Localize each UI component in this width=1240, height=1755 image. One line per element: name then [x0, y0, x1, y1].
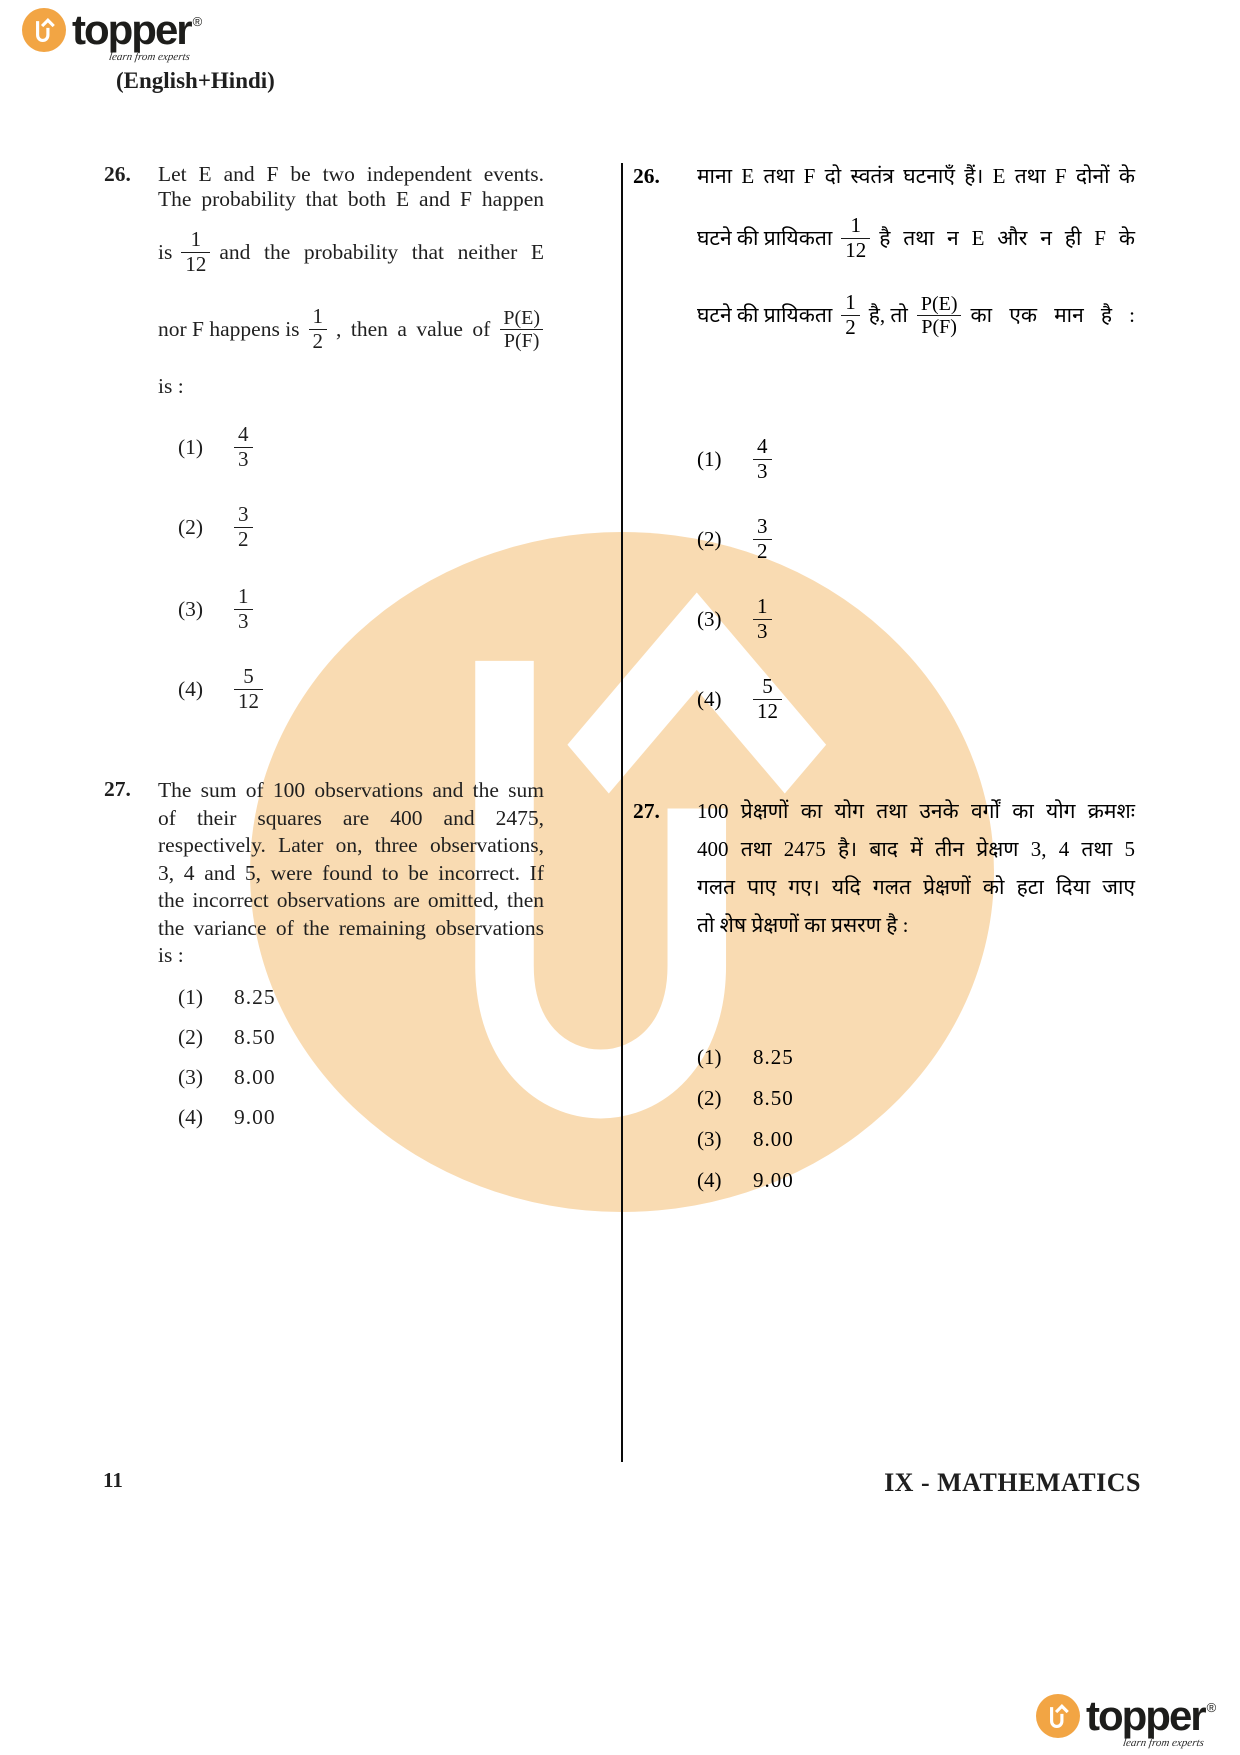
question-27-english	[104, 777, 544, 1131]
option-value: 8.00	[234, 1064, 276, 1089]
fraction: $\frac{1}{12}$	[841, 214, 870, 262]
option-value: 8.00	[753, 1127, 794, 1151]
option-label: (1)	[697, 1045, 722, 1069]
option-fraction: $\frac{4}{3}$	[753, 435, 772, 483]
option-fraction: $\frac{4}{3}$	[234, 423, 253, 471]
option-fraction: $\frac{5}{12}$	[753, 675, 782, 723]
option-label: (4)	[697, 686, 722, 711]
option-row	[158, 501, 544, 553]
option-row	[158, 421, 544, 473]
option-row	[158, 984, 544, 1011]
option-row	[158, 663, 544, 715]
option-label: (3)	[697, 1127, 722, 1151]
fraction: $\frac{P(E)}{P(F)}$	[917, 293, 962, 338]
utopper-logo-icon	[1036, 1694, 1080, 1738]
question-26-hindi	[633, 157, 1138, 725]
brand-tagline: learn from experts	[108, 51, 192, 63]
option-label: (2)	[697, 1086, 722, 1110]
option-label: (1)	[697, 446, 722, 471]
option-fraction: $\frac{3}{2}$	[753, 515, 772, 563]
option-label: (2)	[697, 526, 722, 551]
question-line: is :	[158, 943, 184, 967]
page-number: 11	[103, 1468, 123, 1492]
option-fraction: $\frac{3}{2}$	[234, 503, 253, 551]
utopper-logo-icon	[22, 8, 66, 52]
option-fraction: $\frac{1}{3}$	[753, 595, 772, 643]
utopper-logo	[22, 6, 203, 63]
option-row	[697, 1165, 1135, 1195]
question-line: 400 तथा 2475 है। बाद में तीन प्रेक्षण 3, 4 तथा 5	[697, 837, 1135, 861]
question-line: गलत पाए गए। यदि गलत प्रेक्षणों को हटा दिया जाए	[697, 875, 1135, 899]
question-number: 27.	[104, 777, 131, 801]
question-line: The sum of 100 observations and the sum	[158, 778, 544, 802]
brand-name: topper	[1086, 1692, 1205, 1739]
option-fraction: $\frac{5}{12}$	[234, 665, 263, 713]
section-label: IX - MATHEMATICS	[884, 1468, 1141, 1497]
option-row	[697, 513, 1135, 565]
option-row	[697, 433, 1135, 485]
option-row	[158, 583, 544, 635]
brand-tagline: learn from experts	[1122, 1737, 1206, 1749]
question-line: 3, 4 and 5, were found to be incorrect. If	[158, 860, 544, 885]
option-label: (1)	[178, 434, 204, 459]
question-number: 27.	[633, 799, 660, 823]
option-row	[697, 1042, 1135, 1072]
option-label: (3)	[697, 606, 722, 631]
option-value: 9.00	[234, 1104, 276, 1129]
option-fraction: $\frac{1}{3}$	[234, 585, 253, 633]
question-line: the variance of the remaining observations	[158, 915, 544, 940]
question-line: respectively. Later on, three observations,	[158, 833, 544, 857]
fraction: $\frac{1}{12}$	[181, 228, 210, 276]
utopper-logo-footer	[1036, 1692, 1217, 1749]
option-row	[158, 1064, 544, 1091]
option-label: (2)	[178, 1024, 204, 1049]
question-line: माना E तथा F दो स्वतंत्र घटनाएँ हैं। E तथा F दोनों के	[697, 164, 1135, 188]
question-number: 26.	[633, 164, 660, 188]
fraction: $\frac{1}{2}$	[841, 291, 860, 339]
option-label: (4)	[178, 676, 204, 701]
question-line: The probability that both E and F happen	[158, 187, 544, 211]
registered-mark: ®	[192, 14, 203, 29]
question-line: Let E and F be two independent events.	[158, 162, 544, 186]
language-label: (English+Hindi)	[116, 68, 275, 93]
question-line: घटने की प्रायिकता $\frac{1}{2}$ है, तो $\frac{P(E)}{P(F)}$ का एक मान है :	[697, 289, 1135, 339]
question-26-english	[104, 162, 544, 715]
column-divider	[621, 163, 623, 1462]
option-value: 8.50	[234, 1024, 276, 1049]
option-value: 8.50	[753, 1086, 794, 1110]
question-line: the incorrect observations are omitted, then	[158, 888, 544, 912]
registered-mark: ®	[1206, 1700, 1217, 1715]
option-row	[697, 1124, 1135, 1154]
option-row	[697, 673, 1135, 725]
option-value: 8.25	[234, 984, 276, 1009]
option-row	[158, 1024, 544, 1051]
option-row	[158, 1104, 544, 1131]
question-line: nor F happens is $\frac{1}{2}$ , then a value of $\frac{P(E)}{P(F)}$	[158, 300, 544, 358]
option-label: (2)	[178, 514, 204, 539]
question-line: is :	[158, 374, 184, 398]
question-line: 100 प्रेक्षणों का योग तथा उनके वर्गों का योग क्रमशः	[697, 799, 1135, 823]
question-line: तो शेष प्रेक्षणों का प्रसरण है :	[697, 913, 909, 937]
question-number: 26.	[104, 162, 131, 186]
fraction: $\frac{1}{2}$	[309, 305, 328, 353]
brand-name: topper	[72, 6, 191, 53]
fraction: $\frac{P(E)}{P(F)}$	[499, 307, 544, 352]
option-value: 9.00	[753, 1168, 794, 1192]
option-label: (3)	[178, 1064, 204, 1089]
question-line: of their squares are 400 and 2475,	[158, 805, 544, 830]
option-label: (4)	[697, 1168, 722, 1192]
option-label: (3)	[178, 596, 204, 621]
option-row	[697, 1083, 1135, 1113]
option-label: (4)	[178, 1104, 204, 1129]
option-value: 8.25	[753, 1045, 794, 1069]
question-line: घटने की प्रायिकता $\frac{1}{12}$ है तथा न E और न ही F के	[697, 212, 1135, 262]
option-row	[697, 593, 1135, 645]
question-line: is $\frac{1}{12}$ and the probability that neither E	[158, 226, 544, 276]
option-label: (1)	[178, 984, 204, 1009]
question-27-hindi	[633, 792, 1138, 1195]
